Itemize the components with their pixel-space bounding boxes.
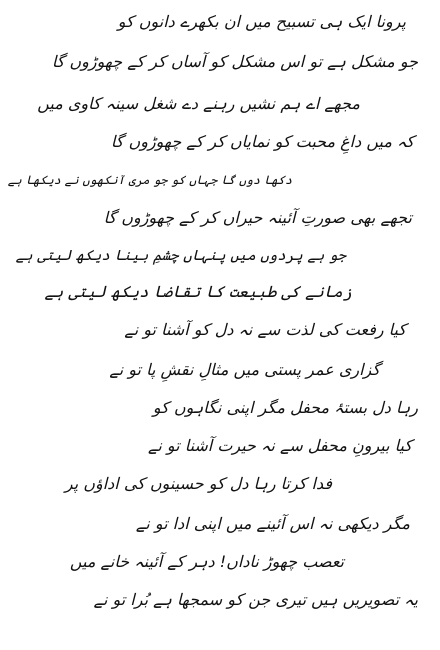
verse-line-13: فدا کرتا رہا دل کو حسینوں کی اداؤں پر bbox=[64, 474, 332, 493]
verse-line-1: پرونا ایک ہی تسبیح میں ان بکھرے دانوں کو bbox=[117, 12, 406, 31]
verse-line-9: کیا رفعت کی لذت سے نہ دل کو آشنا تو نے bbox=[124, 320, 406, 339]
verse-line-16: یہ تصویریں ہیں تیری جن کو سمجھا ہے بُرا تو نے bbox=[93, 590, 418, 609]
verse-line-5: دکھا دوں گا جہاں کو جو مری آنکھوں نے دیکھا ہے bbox=[7, 173, 292, 187]
verse-line-8: زمانے کی طبیعت کا تقاضا دیکھ لیتی ہے bbox=[44, 282, 352, 301]
verse-line-6: تجھے بھی صورتِ آئینہ حیراں کر کے چھوڑوں گا bbox=[103, 208, 412, 227]
verse-line-11: رہا دل بستۂ محفل مگر اپنی نگاہوں کو bbox=[152, 398, 418, 417]
verse-line-2: جو مشکل ہے تو اس مشکل کو آساں کر کے چھوڑوں گا bbox=[51, 52, 418, 71]
verse-line-14: مگر دیکھی نہ اس آئینے میں اپنی ادا تو نے bbox=[135, 514, 410, 533]
verse-line-7: جو ہے پردوں میں پنہاں چشمِ بینا دیکھ لیتی ہے bbox=[15, 248, 346, 264]
verse-line-3: مجھے اے ہم نشیں رہنے دے شغل سینہ کاوی میں bbox=[37, 94, 360, 113]
verse-line-4: کہ میں داغِ محبت کو نمایاں کر کے چھوڑوں گا bbox=[110, 132, 414, 151]
verse-line-12: کیا بیرونِ محفل سے نہ حیرت آشنا تو نے bbox=[147, 436, 412, 455]
verse-line-15: تعصب چھوڑ ناداں! دہر کے آئینہ خانے میں bbox=[69, 552, 344, 571]
verse-line-10: گزاری عمر پستی میں مثالِ نقشِ پا تو نے bbox=[109, 360, 380, 379]
